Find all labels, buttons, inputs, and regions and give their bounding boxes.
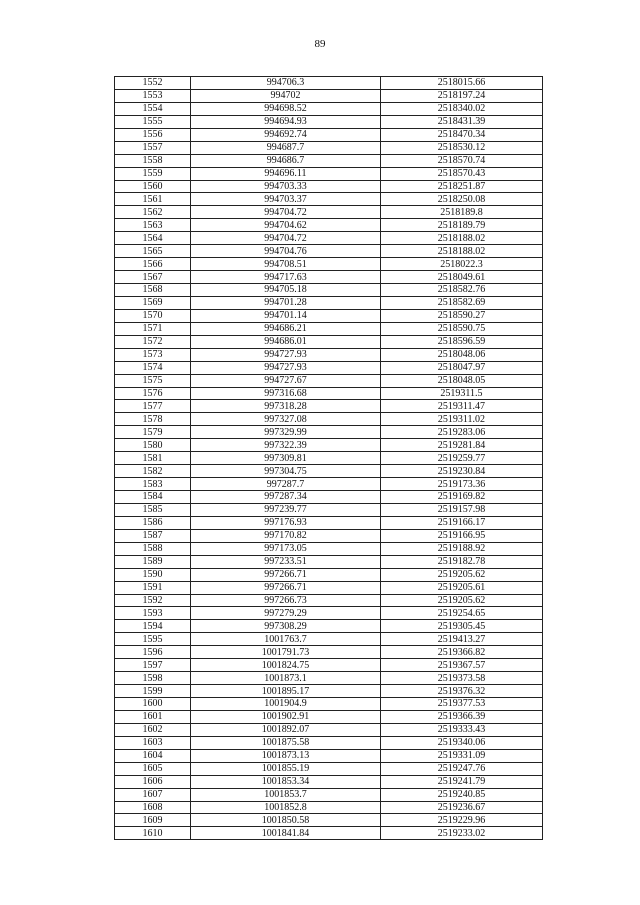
table-row [115, 374, 543, 387]
table-row [115, 206, 543, 219]
point-id-cell: 1592 [115, 594, 191, 607]
y-coordinate-cell: 2519166.95 [381, 529, 543, 542]
point-id-cell: 1588 [115, 542, 191, 555]
x-coordinate-cell: 1001902.91 [191, 710, 381, 723]
y-coordinate-cell: 2518251.87 [381, 180, 543, 193]
point-id-cell: 1562 [115, 206, 191, 219]
y-coordinate-cell: 2518022.3 [381, 258, 543, 271]
point-id-cell: 1582 [115, 465, 191, 478]
point-id-cell: 1599 [115, 685, 191, 698]
y-coordinate-cell: 2519230.84 [381, 465, 543, 478]
point-id-cell: 1580 [115, 439, 191, 452]
y-coordinate-cell: 2519188.92 [381, 542, 543, 555]
point-id-cell: 1559 [115, 167, 191, 180]
table-row [115, 128, 543, 141]
y-coordinate-cell: 2519373.58 [381, 672, 543, 685]
table-row [115, 723, 543, 736]
y-coordinate-cell: 2519240.85 [381, 788, 543, 801]
table-row [115, 542, 543, 555]
y-coordinate-cell: 2519311.47 [381, 400, 543, 413]
point-id-cell: 1560 [115, 180, 191, 193]
table-row [115, 439, 543, 452]
y-coordinate-cell: 2519157.98 [381, 503, 543, 516]
table-row [115, 167, 543, 180]
y-coordinate-cell: 2519376.32 [381, 685, 543, 698]
point-id-cell: 1564 [115, 232, 191, 245]
point-id-cell: 1594 [115, 620, 191, 633]
y-coordinate-cell: 2519340.06 [381, 736, 543, 749]
table-row [115, 452, 543, 465]
table-row [115, 141, 543, 154]
x-coordinate-cell: 997287.7 [191, 478, 381, 491]
y-coordinate-cell: 2518047.97 [381, 361, 543, 374]
table-row [115, 685, 543, 698]
table-row [115, 115, 543, 128]
y-coordinate-cell: 2519311.5 [381, 387, 543, 400]
point-id-cell: 1573 [115, 348, 191, 361]
table-row [115, 193, 543, 206]
table-row [115, 749, 543, 762]
point-id-cell: 1602 [115, 723, 191, 736]
table-row [115, 607, 543, 620]
table-row [115, 646, 543, 659]
x-coordinate-cell: 1001873.13 [191, 749, 381, 762]
table-row [115, 672, 543, 685]
point-id-cell: 1607 [115, 788, 191, 801]
x-coordinate-cell: 1001853.7 [191, 788, 381, 801]
point-id-cell: 1570 [115, 309, 191, 322]
x-coordinate-cell: 994702 [191, 89, 381, 102]
table-row [115, 284, 543, 297]
point-id-cell: 1597 [115, 659, 191, 672]
y-coordinate-cell: 2518582.69 [381, 296, 543, 309]
table-row [115, 154, 543, 167]
table-row [115, 491, 543, 504]
table-row [115, 258, 543, 271]
y-coordinate-cell: 2519182.78 [381, 555, 543, 568]
x-coordinate-cell: 1001852.8 [191, 801, 381, 814]
table-row [115, 180, 543, 193]
x-coordinate-cell: 994727.93 [191, 348, 381, 361]
x-coordinate-cell: 997322.39 [191, 439, 381, 452]
table-row [115, 245, 543, 258]
y-coordinate-cell: 2519366.39 [381, 710, 543, 723]
point-id-cell: 1609 [115, 814, 191, 827]
table-row [115, 698, 543, 711]
table-row [115, 387, 543, 400]
table-row [115, 659, 543, 672]
x-coordinate-cell: 997308.29 [191, 620, 381, 633]
table-row [115, 529, 543, 542]
x-coordinate-cell: 994727.67 [191, 374, 381, 387]
y-coordinate-cell: 2519205.62 [381, 568, 543, 581]
table-row [115, 555, 543, 568]
x-coordinate-cell: 1001853.34 [191, 775, 381, 788]
y-coordinate-cell: 2518570.43 [381, 167, 543, 180]
table-row [115, 788, 543, 801]
x-coordinate-cell: 1001873.1 [191, 672, 381, 685]
x-coordinate-cell: 994692.74 [191, 128, 381, 141]
x-coordinate-cell: 1001850.58 [191, 814, 381, 827]
table-row [115, 503, 543, 516]
x-coordinate-cell: 1001855.19 [191, 762, 381, 775]
point-id-cell: 1610 [115, 827, 191, 840]
table-row [115, 814, 543, 827]
point-id-cell: 1576 [115, 387, 191, 400]
point-id-cell: 1601 [115, 710, 191, 723]
y-coordinate-cell: 2518570.74 [381, 154, 543, 167]
coordinates-table [114, 76, 543, 840]
point-id-cell: 1578 [115, 413, 191, 426]
x-coordinate-cell: 994694.93 [191, 115, 381, 128]
point-id-cell: 1552 [115, 77, 191, 90]
table-row [115, 516, 543, 529]
x-coordinate-cell: 994717.63 [191, 271, 381, 284]
x-coordinate-cell: 997279.29 [191, 607, 381, 620]
point-id-cell: 1567 [115, 271, 191, 284]
y-coordinate-cell: 2519205.62 [381, 594, 543, 607]
y-coordinate-cell: 2518188.02 [381, 232, 543, 245]
point-id-cell: 1605 [115, 762, 191, 775]
table-row [115, 620, 543, 633]
point-id-cell: 1566 [115, 258, 191, 271]
y-coordinate-cell: 2518189.8 [381, 206, 543, 219]
table-row [115, 89, 543, 102]
y-coordinate-cell: 2518530.12 [381, 141, 543, 154]
point-id-cell: 1600 [115, 698, 191, 711]
x-coordinate-cell: 997266.71 [191, 581, 381, 594]
point-id-cell: 1557 [115, 141, 191, 154]
point-id-cell: 1581 [115, 452, 191, 465]
point-id-cell: 1586 [115, 516, 191, 529]
x-coordinate-cell: 994704.72 [191, 232, 381, 245]
y-coordinate-cell: 2518189.79 [381, 219, 543, 232]
x-coordinate-cell: 997287.34 [191, 491, 381, 504]
x-coordinate-cell: 997233.51 [191, 555, 381, 568]
y-coordinate-cell: 2518590.75 [381, 322, 543, 335]
y-coordinate-cell: 2519236.67 [381, 801, 543, 814]
table-row [115, 478, 543, 491]
point-id-cell: 1563 [115, 219, 191, 232]
y-coordinate-cell: 2519281.84 [381, 439, 543, 452]
table-row [115, 801, 543, 814]
y-coordinate-cell: 2519366.82 [381, 646, 543, 659]
point-id-cell: 1603 [115, 736, 191, 749]
y-coordinate-cell: 2519283.06 [381, 426, 543, 439]
x-coordinate-cell: 997304.75 [191, 465, 381, 478]
y-coordinate-cell: 2518015.66 [381, 77, 543, 90]
y-coordinate-cell: 2519205.61 [381, 581, 543, 594]
x-coordinate-cell: 994701.28 [191, 296, 381, 309]
point-id-cell: 1572 [115, 335, 191, 348]
x-coordinate-cell: 994703.37 [191, 193, 381, 206]
x-coordinate-cell: 994708.51 [191, 258, 381, 271]
table-row [115, 827, 543, 840]
table-row [115, 413, 543, 426]
point-id-cell: 1584 [115, 491, 191, 504]
point-id-cell: 1604 [115, 749, 191, 762]
table-row [115, 361, 543, 374]
point-id-cell: 1606 [115, 775, 191, 788]
point-id-cell: 1595 [115, 633, 191, 646]
x-coordinate-cell: 997327.08 [191, 413, 381, 426]
y-coordinate-cell: 2518340.02 [381, 102, 543, 115]
x-coordinate-cell: 1001841.84 [191, 827, 381, 840]
point-id-cell: 1553 [115, 89, 191, 102]
page-number: 89 [314, 38, 326, 50]
table-row [115, 775, 543, 788]
point-id-cell: 1568 [115, 284, 191, 297]
table-row [115, 594, 543, 607]
table-row [115, 426, 543, 439]
x-coordinate-cell: 994686.21 [191, 322, 381, 335]
table-row [115, 400, 543, 413]
y-coordinate-cell: 2518431.39 [381, 115, 543, 128]
x-coordinate-cell: 994686.7 [191, 154, 381, 167]
y-coordinate-cell: 2518048.05 [381, 374, 543, 387]
x-coordinate-cell: 997329.99 [191, 426, 381, 439]
x-coordinate-cell: 1001904.9 [191, 698, 381, 711]
table-body [115, 77, 543, 840]
x-coordinate-cell: 997309.81 [191, 452, 381, 465]
table-row [115, 296, 543, 309]
table-row [115, 309, 543, 322]
y-coordinate-cell: 2519305.45 [381, 620, 543, 633]
x-coordinate-cell: 1001763.7 [191, 633, 381, 646]
x-coordinate-cell: 994705.18 [191, 284, 381, 297]
table-row [115, 633, 543, 646]
table-row [115, 77, 543, 90]
point-id-cell: 1585 [115, 503, 191, 516]
table-row [115, 232, 543, 245]
y-coordinate-cell: 2518596.59 [381, 335, 543, 348]
x-coordinate-cell: 994704.62 [191, 219, 381, 232]
point-id-cell: 1593 [115, 607, 191, 620]
table-row [115, 736, 543, 749]
point-id-cell: 1555 [115, 115, 191, 128]
table-row [115, 465, 543, 478]
x-coordinate-cell: 1001875.58 [191, 736, 381, 749]
y-coordinate-cell: 2518188.02 [381, 245, 543, 258]
x-coordinate-cell: 994687.7 [191, 141, 381, 154]
y-coordinate-cell: 2518470.34 [381, 128, 543, 141]
y-coordinate-cell: 2518197.24 [381, 89, 543, 102]
x-coordinate-cell: 994704.76 [191, 245, 381, 258]
point-id-cell: 1579 [115, 426, 191, 439]
x-coordinate-cell: 994696.11 [191, 167, 381, 180]
table-row [115, 102, 543, 115]
y-coordinate-cell: 2518250.08 [381, 193, 543, 206]
y-coordinate-cell: 2519331.09 [381, 749, 543, 762]
table-row [115, 219, 543, 232]
y-coordinate-cell: 2518582.76 [381, 284, 543, 297]
x-coordinate-cell: 994706.3 [191, 77, 381, 90]
y-coordinate-cell: 2519169.82 [381, 491, 543, 504]
point-id-cell: 1590 [115, 568, 191, 581]
table-row [115, 762, 543, 775]
table-row [115, 335, 543, 348]
point-id-cell: 1608 [115, 801, 191, 814]
x-coordinate-cell: 994701.14 [191, 309, 381, 322]
x-coordinate-cell: 994703.33 [191, 180, 381, 193]
x-coordinate-cell: 1001895.17 [191, 685, 381, 698]
x-coordinate-cell: 997266.73 [191, 594, 381, 607]
point-id-cell: 1565 [115, 245, 191, 258]
x-coordinate-cell: 1001824.75 [191, 659, 381, 672]
x-coordinate-cell: 994727.93 [191, 361, 381, 374]
point-id-cell: 1589 [115, 555, 191, 568]
point-id-cell: 1561 [115, 193, 191, 206]
y-coordinate-cell: 2518048.06 [381, 348, 543, 361]
point-id-cell: 1556 [115, 128, 191, 141]
table-row [115, 568, 543, 581]
point-id-cell: 1569 [115, 296, 191, 309]
point-id-cell: 1591 [115, 581, 191, 594]
point-id-cell: 1554 [115, 102, 191, 115]
point-id-cell: 1577 [115, 400, 191, 413]
x-coordinate-cell: 994698.52 [191, 102, 381, 115]
x-coordinate-cell: 1001791.73 [191, 646, 381, 659]
y-coordinate-cell: 2519229.96 [381, 814, 543, 827]
y-coordinate-cell: 2519166.17 [381, 516, 543, 529]
point-id-cell: 1596 [115, 646, 191, 659]
y-coordinate-cell: 2519367.57 [381, 659, 543, 672]
table-row [115, 348, 543, 361]
y-coordinate-cell: 2519333.43 [381, 723, 543, 736]
y-coordinate-cell: 2519311.02 [381, 413, 543, 426]
x-coordinate-cell: 997318.28 [191, 400, 381, 413]
table-row [115, 322, 543, 335]
table-row [115, 271, 543, 284]
y-coordinate-cell: 2519377.53 [381, 698, 543, 711]
x-coordinate-cell: 994704.72 [191, 206, 381, 219]
table-row [115, 710, 543, 723]
x-coordinate-cell: 997239.77 [191, 503, 381, 516]
x-coordinate-cell: 994686.01 [191, 335, 381, 348]
x-coordinate-cell: 997173.05 [191, 542, 381, 555]
x-coordinate-cell: 997170.82 [191, 529, 381, 542]
y-coordinate-cell: 2519259.77 [381, 452, 543, 465]
y-coordinate-cell: 2519247.76 [381, 762, 543, 775]
x-coordinate-cell: 997316.68 [191, 387, 381, 400]
y-coordinate-cell: 2519254.65 [381, 607, 543, 620]
y-coordinate-cell: 2518590.27 [381, 309, 543, 322]
x-coordinate-cell: 997176.93 [191, 516, 381, 529]
point-id-cell: 1587 [115, 529, 191, 542]
table-row [115, 581, 543, 594]
point-id-cell: 1583 [115, 478, 191, 491]
y-coordinate-cell: 2518049.61 [381, 271, 543, 284]
point-id-cell: 1575 [115, 374, 191, 387]
point-id-cell: 1574 [115, 361, 191, 374]
y-coordinate-cell: 2519173.36 [381, 478, 543, 491]
y-coordinate-cell: 2519241.79 [381, 775, 543, 788]
point-id-cell: 1598 [115, 672, 191, 685]
x-coordinate-cell: 997266.71 [191, 568, 381, 581]
x-coordinate-cell: 1001892.07 [191, 723, 381, 736]
y-coordinate-cell: 2519233.02 [381, 827, 543, 840]
point-id-cell: 1571 [115, 322, 191, 335]
point-id-cell: 1558 [115, 154, 191, 167]
y-coordinate-cell: 2519413.27 [381, 633, 543, 646]
